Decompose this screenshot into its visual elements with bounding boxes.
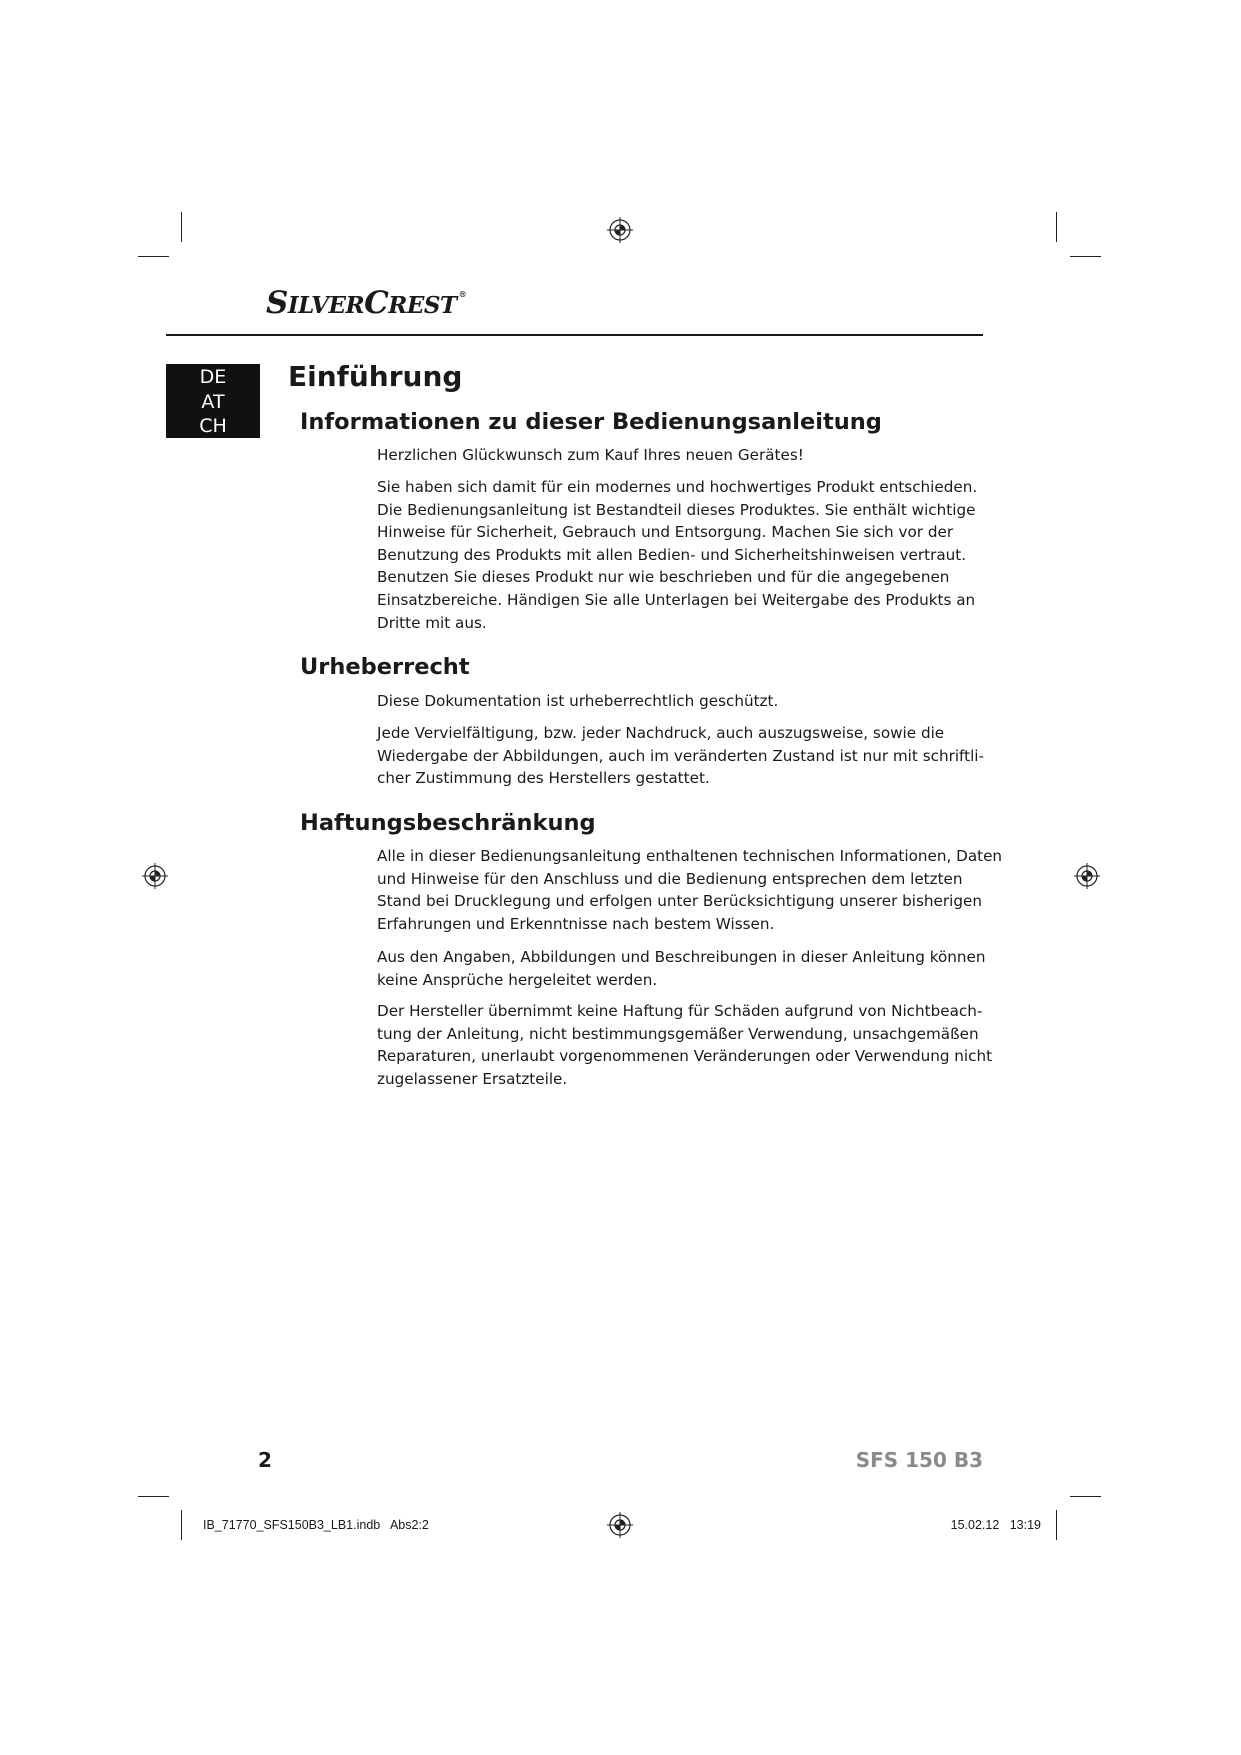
paragraph <box>377 1000 993 1090</box>
language-code: CH <box>199 415 227 437</box>
paragraph <box>377 444 977 467</box>
section-heading-liability: Haftungsbeschränkung <box>300 810 596 836</box>
logo-letters: ILVER <box>287 292 365 319</box>
text-line: Der Hersteller übernimmt keine Haftung für Schäden aufgrund von Nichtbeach- <box>377 1002 983 1020</box>
paragraph <box>377 690 977 713</box>
text-line: Die Bedienungsanleitung ist Bestandteil dieses Produktes. Sie enthält wichtige <box>377 500 976 519</box>
crop-mark <box>138 1496 169 1497</box>
text-line: Benutzen Sie dieses Produkt nur wie beschrieben und für die angegebenen <box>377 568 950 587</box>
section-heading-info: Informationen zu dieser Bedienungsanleitung <box>300 409 882 435</box>
section-heading-copyright: Urheberrecht <box>300 654 470 680</box>
header-rule <box>166 334 983 336</box>
paragraph <box>377 946 986 991</box>
crop-mark <box>1070 1496 1101 1497</box>
crop-mark <box>1056 1510 1057 1540</box>
language-code: AT <box>201 390 225 413</box>
logo-letter: C <box>364 285 389 321</box>
text-line: Stand bei Drucklegung und erfolgen unter Berücksichtigung unserer bisherigen <box>377 892 982 911</box>
crop-mark <box>138 256 169 257</box>
crop-mark <box>181 1510 182 1540</box>
text-line: Diese Dokumentation ist urheberrechtlich geschützt. <box>377 692 779 710</box>
registration-mark-icon <box>142 863 168 889</box>
text-line: Alle in dieser Bedienungsanleitung enthaltenen technischen Informationen, Daten <box>377 847 1003 865</box>
paragraph <box>377 722 984 790</box>
text-line: Aus den Angaben, Abbildungen und Beschreibungen in dieser Anleitung können <box>377 948 986 966</box>
text-line: Jede Vervielfältigung, bzw. jeder Nachdruck, auch auszugsweise, sowie die <box>377 724 945 742</box>
text-line: Einsatzbereiche. Händigen Sie alle Unterlagen bei Weitergabe des Produkts an <box>377 590 976 609</box>
text-line: Benutzung des Produkts mit allen Bedien- und Sicherheitshinweisen vertraut. <box>377 545 967 564</box>
silvercrest-logo <box>266 285 466 321</box>
text-line: Herzlichen Glückwunsch zum Kauf Ihres neuen Gerätes! <box>377 446 804 464</box>
registered-trademark-symbol: ® <box>458 289 467 299</box>
text-line: tung der Anleitung, nicht bestimmungsgemäßer Verwendung, unsachgemäßen <box>377 1024 979 1043</box>
logo-letters: REST <box>388 292 457 319</box>
language-tab <box>166 364 260 438</box>
language-code: DE <box>199 366 227 388</box>
text-line: Dritte mit aus. <box>377 613 487 632</box>
print-slug-file: IB_71770_SFS150B3_LB1.indb Abs2:2 <box>203 1518 429 1532</box>
paragraph <box>377 845 1003 935</box>
registration-mark-icon <box>1074 863 1100 889</box>
chapter-title: Einführung <box>288 360 463 393</box>
text-line: Hinweise für Sicherheit, Gebrauch und Entsorgung. Machen Sie sich vor der <box>377 523 954 542</box>
text-line: Reparaturen, unerlaubt vorgenommenen Veränderungen oder Verwendung nicht <box>377 1047 993 1066</box>
text-line: Wiedergabe der Abbildungen, auch im veränderten Zustand ist nur mit schriftli- <box>377 746 984 765</box>
logo-letter: S <box>266 285 288 321</box>
crop-mark <box>1056 212 1057 242</box>
crop-mark <box>181 212 182 242</box>
text-line: keine Ansprüche hergeleitet werden. <box>377 970 658 989</box>
text-line: und Hinweise für den Anschluss und die Bedienung entsprechen dem letzten <box>377 869 963 888</box>
text-line: Erfahrungen und Erkenntnisse nach bestem Wissen. <box>377 914 775 933</box>
registration-mark-icon <box>607 217 633 243</box>
model-name: SFS 150 B3 <box>855 1448 983 1472</box>
registration-mark-icon <box>607 1512 633 1538</box>
text-line: cher Zustimmung des Herstellers gestattet. <box>377 769 710 788</box>
text-line: zugelassener Ersatzteile. <box>377 1069 568 1088</box>
paragraph <box>377 476 977 634</box>
print-slug-datetime: 15.02.12 13:19 <box>950 1518 1041 1532</box>
crop-mark <box>1070 256 1101 257</box>
page-number: 2 <box>258 1448 272 1472</box>
text-line: Sie haben sich damit für ein modernes und hochwertiges Produkt entschieden. <box>377 478 978 496</box>
